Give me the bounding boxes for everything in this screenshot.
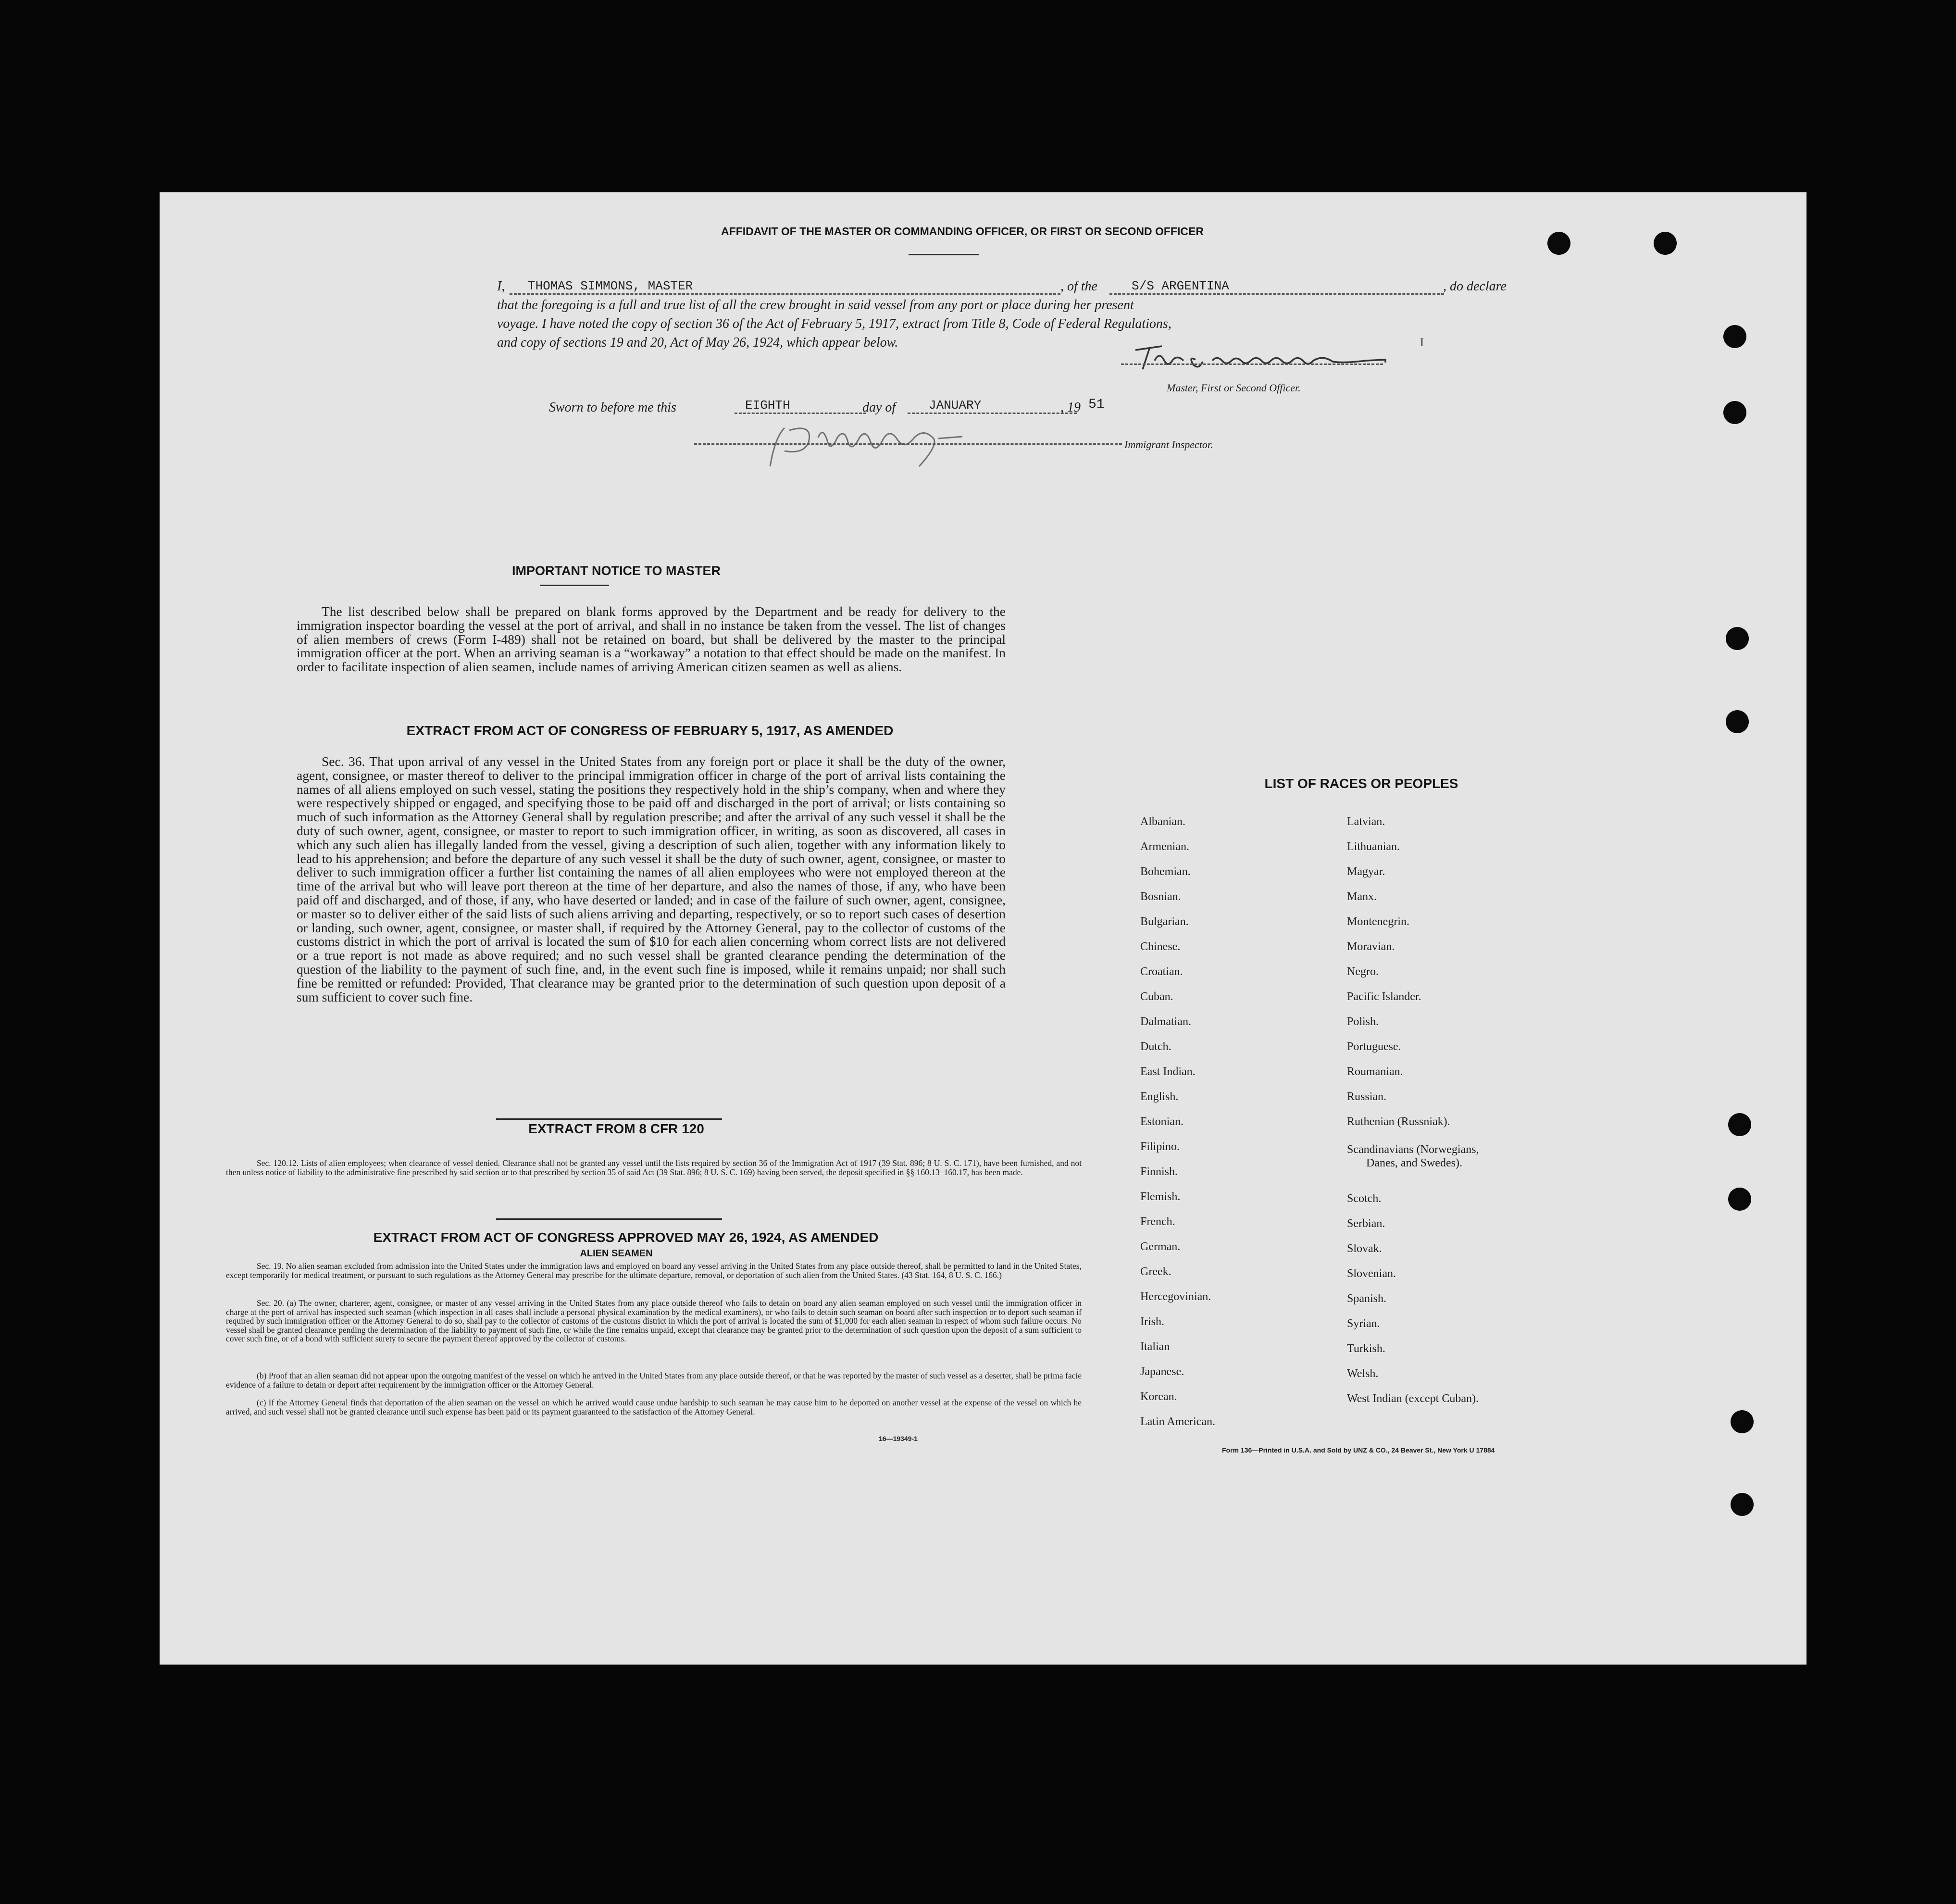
master-caption: Master, First or Second Officer.	[1167, 382, 1301, 394]
sec19-text: Sec. 19. No alien seaman excluded from admission into the United States under the immigration laws and employed on board any vessel arriving in the United States from any place outside thereof, shall be permitted to land in the United States, except temporarily for medical treatment, or pursuant to such regulations as the Attorney General may prescribe for the ultimate departure, removal, or deportation of such alien from the United States. (43 Stat. 164, 8 U. S. C. 166.)	[226, 1261, 1082, 1280]
extract-1924-subtitle: ALIEN SEAMEN	[580, 1248, 653, 1259]
race-item: Bosnian.	[1140, 890, 1181, 903]
race-item: Manx.	[1347, 890, 1377, 903]
sec20c-text: (c) If the Attorney General finds that deportation of the alien seaman on the vessel on which he arrived would cause undue hardship to such seaman he may cause him to be deported on another vessel at the expense of the vessel on which he arrived, and such vessel shall not be granted clearance until such expense has been paid or its payment guaranteed to the satisfaction of the Attorney General.	[226, 1398, 1082, 1416]
race-item: Irish.	[1140, 1315, 1164, 1328]
punch-hole	[1728, 1188, 1751, 1211]
race-item: German.	[1140, 1240, 1181, 1253]
race-item: Estonian.	[1140, 1115, 1184, 1128]
vessel-name-field: S/S ARGENTINA	[1109, 279, 1444, 295]
divider	[909, 254, 979, 255]
inspector-caption: Immigrant Inspector.	[1124, 438, 1213, 451]
affidavit-line4: and copy of sections 19 and 20, Act of May 26, 1924, which appear below.	[497, 335, 898, 350]
race-item: Greek.	[1140, 1265, 1171, 1278]
race-item: Chinese.	[1140, 940, 1181, 953]
race-item: Finnish.	[1140, 1165, 1178, 1178]
race-item: Flemish.	[1140, 1190, 1181, 1203]
race-item: Roumanian.	[1347, 1065, 1403, 1078]
affidavit-line3: voyage. I have noted the copy of section 36 of the Act of February 5, 1917, extract from Title 8, Code of Federal Regulations,	[497, 316, 1171, 331]
race-item: Bohemian.	[1140, 865, 1191, 878]
sworn-label: Sworn to before me this	[549, 400, 676, 415]
race-item: Filipino.	[1140, 1140, 1180, 1153]
race-item: West Indian (except Cuban).	[1347, 1392, 1479, 1405]
form-code: 16—19349-1	[879, 1435, 918, 1442]
master-signature-line	[1121, 363, 1383, 365]
race-item: French.	[1140, 1215, 1175, 1228]
race-item: Scotch.	[1347, 1192, 1382, 1205]
race-item: Pacific Islander.	[1347, 990, 1421, 1003]
divider	[496, 1118, 722, 1120]
extract-1924-title: EXTRACT FROM ACT OF CONGRESS APPROVED MAY 26, 1924, AS AMENDED	[373, 1230, 879, 1245]
race-item: Latin American.	[1140, 1415, 1215, 1428]
race-item: Albanian.	[1140, 815, 1185, 828]
race-item: Latvian.	[1347, 815, 1385, 828]
punch-hole	[1723, 401, 1746, 424]
day-of-label: day of	[862, 400, 896, 415]
affidavit-heading: AFFIDAVIT OF THE MASTER OR COMMANDING OFFICER, OR FIRST OR SECOND OFFICER	[721, 225, 1204, 238]
race-item: Bulgarian.	[1140, 915, 1189, 928]
race-item: Portuguese.	[1347, 1040, 1401, 1053]
race-item: Dutch.	[1140, 1040, 1171, 1053]
punch-hole	[1547, 232, 1570, 255]
punch-hole	[1731, 1410, 1754, 1433]
extract-1917-title: EXTRACT FROM ACT OF CONGRESS OF FEBRUARY 5, 1917, AS AMENDED	[406, 723, 894, 738]
master-signature	[1116, 341, 1414, 375]
race-item: Moravian.	[1347, 940, 1395, 953]
race-item: Welsh.	[1347, 1367, 1379, 1380]
race-item: Croatian.	[1140, 965, 1183, 978]
do-declare-label: , do declare	[1443, 279, 1507, 294]
punch-hole	[1726, 710, 1749, 733]
notice-title: IMPORTANT NOTICE TO MASTER	[512, 564, 721, 578]
document-page	[160, 192, 1806, 1665]
race-item: Montenegrin.	[1347, 915, 1409, 928]
races-left-column	[1140, 815, 1342, 1441]
sec20b-text: (b) Proof that an alien seaman did not appear upon the outgoing manifest of the vessel on which he arrived in the United States from any place outside thereof, or that he was reported by the master of such vessel as a deserter, shall be prima facie evidence of a failure to detain or deport after requirement by the immigration officer or the Attorney General.	[226, 1371, 1082, 1390]
races-title: LIST OF RACES OR PEOPLES	[1264, 776, 1458, 791]
inspector-signature-line	[694, 443, 1122, 445]
year-field: 51	[1088, 397, 1105, 412]
sworn-day-field: EIGHTH	[735, 398, 866, 414]
punch-hole	[1654, 232, 1677, 255]
notice-body: The list described below shall be prepared on blank forms approved by the Department and be ready for delivery to the immigration inspector boarding the vessel at the port of arrival, and shall in no instance be taken from the vessel. The list of changes of alien members of crews (Form I-489) shall not be retained on board, but shall be delivered by the master to the principal immigration officer at the port. When an arriving seaman is a “workaway” a notation to that effect should be made on the manifest. In order to facilitate inspection of alien seamen, include names of arriving American citizen seamen as well as aliens.	[297, 604, 1006, 675]
inspector-signature-image	[736, 409, 1006, 471]
race-item: Cuban.	[1140, 990, 1173, 1003]
i-label: I,	[497, 279, 505, 294]
margin-mark: I	[1420, 337, 1424, 349]
race-item: Spanish.	[1347, 1292, 1387, 1305]
printer-footer: Form 136—Printed in U.S.A. and Sold by UNZ & CO., 24 Beaver St., New York U 17884	[1222, 1446, 1495, 1454]
race-item: Korean.	[1140, 1390, 1177, 1403]
sworn-month-field: JANUARY	[908, 398, 1077, 414]
punch-hole	[1731, 1493, 1754, 1516]
inspector-signature	[736, 409, 1006, 471]
master-name-field: THOMAS SIMMONS, MASTER	[510, 279, 1060, 295]
punch-hole	[1723, 325, 1746, 348]
affidavit-line1	[497, 279, 1568, 298]
race-item: Syrian.	[1347, 1317, 1380, 1330]
race-item: Armenian.	[1140, 840, 1189, 853]
race-item: Slovak.	[1347, 1242, 1382, 1255]
race-item: Hercegovinian.	[1140, 1290, 1211, 1303]
race-item: Danes, and Swedes).	[1366, 1157, 1462, 1169]
race-item: Turkish.	[1347, 1342, 1385, 1355]
race-item: Dalmatian.	[1140, 1015, 1191, 1028]
race-item: Serbian.	[1347, 1217, 1385, 1230]
race-item: Ruthenian (Russniak).	[1347, 1115, 1450, 1128]
race-item: English.	[1140, 1090, 1179, 1103]
master-signature-image	[1116, 341, 1414, 375]
race-item: Scandinavians (Norwegians,	[1347, 1143, 1479, 1156]
race-item: Lithuanian.	[1347, 840, 1400, 853]
affidavit-line2: that the foregoing is a full and true list of all the crew brought in said vessel from any port or place during her present	[497, 298, 1134, 313]
extract-cfr-title: EXTRACT FROM 8 CFR 120	[528, 1121, 704, 1136]
punch-hole	[1728, 1113, 1751, 1136]
sec20a-text: Sec. 20. (a) The owner, charterer, agent, consignee, or master of any vessel arriving in the United States from any place outside thereof who fails to detain on board any alien seaman employed on such vessel until the immigration officer in charge at the port of arrival has inspected such seaman (which inspection in all cases shall include a personal physical examination by the medical examiners), or who fails to detain such seaman on board after such inspection or to deport such seaman if required by such immigration officer or the Attorney General to do so, shall pay to the collector of customs of the customs district in which the port of arrival is located the sum of $1,000 for each alien seaman in respect of whom such failure occurs. No vessel shall be granted clearance pending the determination of the liability to payment of such fine, or while the fine remains unpaid, except that clearance may be granted prior to the determination of such question upon the deposit of a sum sufficient to cover such fine, or of a bond with sufficient surety to secure the payment thereof approved by the collector of customs.	[226, 1298, 1082, 1343]
extract-1917-body: Sec. 36. That upon arrival of any vessel in the United States from any foreign port or place it shall be the duty of the owner, agent, consignee, or master thereof to deliver to the principal immigration officer in charge of the port of arrival lists containing the names of all aliens employed on such vessel, stating the positions they respectively hold in the ship’s company, when and where they were respectively shipped or engaged, and specifying those to be paid off and discharged in the port of arrival; or lists containing so much of such information as the Attorney General shall by regulation prescribe; and after the arrival of any such vessel it shall be the duty of such owner, agent, consignee, or master to report to such immigration officer, in writing, as soon as discovered, all cases in which any such alien has illegally landed from the vessel, giving a description of such alien, together with any information likely to lead to his apprehension; and before the departure of any such vessel it shall be the duty of such owner, agent, consignee, or master to deliver to such immigration officer a further list containing the names of all alien employees who were not employed thereon at the time of the arrival but who will leave port thereon at the time of her departure, and also the names of those, if any, who have been paid off and discharged, and of those, if any, who have deserted or landed; and in case of the failure of such owner, agent, consignee, or master so to deliver either of the said lists of such aliens arriving and departing, respectively, or so to report such cases of desertion or landing, such owner, agent, consignee, or master shall, if required by the Attorney General, pay to the collector of customs of the customs district in which the port of arrival is located the sum of $10 for each alien concerning whom correct lists are not delivered or a true report is not made as above required; and no such vessel shall be granted clearance pending the determination of the question of the liability to the payment of such fine, and, in the event such fine is imposed, while it remains unpaid; nor shall such fine be remitted or refunded: Provided, That clearance may be granted prior to the determination of such question upon deposit of a sum sufficient to cover such fine.	[297, 754, 1006, 1004]
races-right-column	[1347, 815, 1616, 1441]
divider	[496, 1218, 722, 1220]
race-item: Italian	[1140, 1340, 1170, 1353]
race-item: Polish.	[1347, 1015, 1379, 1028]
race-item: East Indian.	[1140, 1065, 1196, 1078]
race-item: Japanese.	[1140, 1365, 1184, 1378]
race-item: Magyar.	[1347, 865, 1385, 878]
race-item: Negro.	[1347, 965, 1379, 978]
divider	[540, 585, 609, 586]
race-item: Russian.	[1347, 1090, 1387, 1103]
of-the-label: , of the	[1060, 279, 1097, 294]
extract-cfr-body: Sec. 120.12. Lists of alien employees; when clearance of vessel denied. Clearance shall not be granted any vessel until the lists required by section 36 of the Immigration Act of 1917 (39 Stat. 896; 8 U. S. C. 171), have been furnished, and not then unless notice of liability to the administrative fine prescribed by said section or to that prescribed by section 35 of said Act (39 Stat. 896; 8 U. S. C. 169) having been served, the deposit specified in §§ 160.13–160.17, has been made.	[226, 1158, 1082, 1177]
year-prefix: , 19	[1060, 400, 1081, 415]
race-item: Slovenian.	[1347, 1267, 1396, 1280]
punch-hole	[1726, 627, 1749, 650]
